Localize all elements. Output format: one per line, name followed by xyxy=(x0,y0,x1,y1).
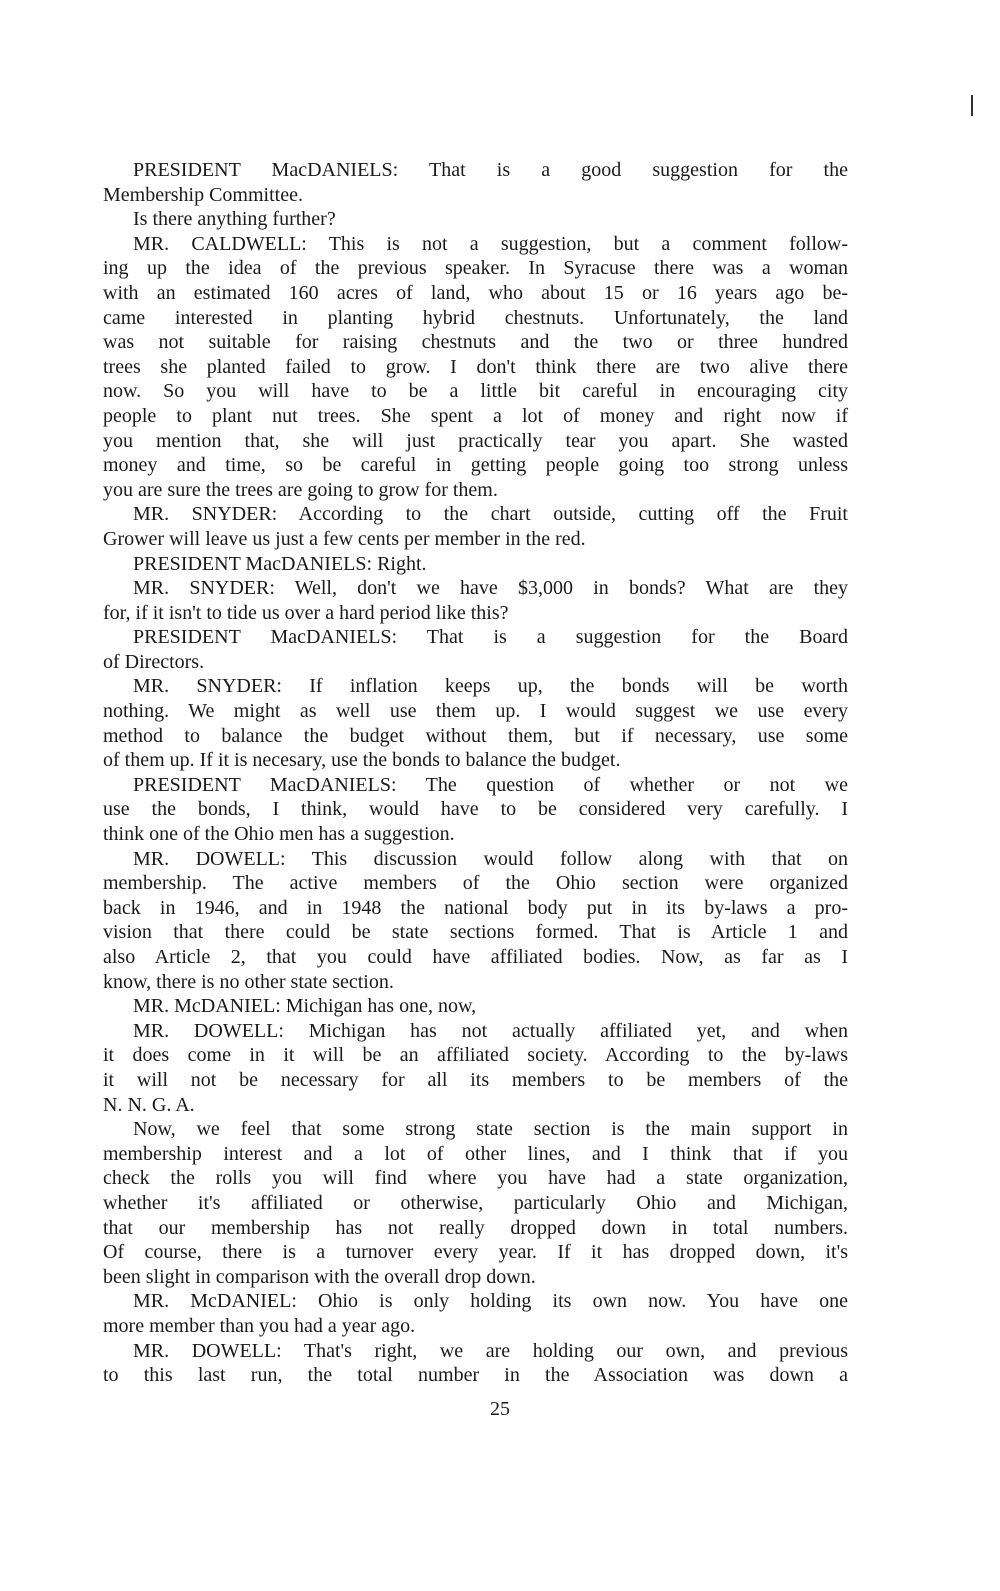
text-line: Of course, there is a turnover every year. If it has dropped down, it's xyxy=(103,1241,848,1264)
text-line: MR. McDANIEL: Michigan has one, now, xyxy=(133,995,477,1018)
text-line: also Article 2, that you could have affiliated bodies. Now, as far as I xyxy=(103,946,848,968)
paragraph xyxy=(103,576,848,625)
text-line: of Directors. xyxy=(103,650,205,673)
paragraph xyxy=(103,502,848,551)
text-line: Grower will leave us just a few cents per member in the red. xyxy=(103,527,586,550)
text-line: Membership Committee. xyxy=(103,183,303,206)
text-line: check the rolls you will find where you have had a state organization, xyxy=(103,1167,848,1190)
text-line: more member than you had a year ago. xyxy=(103,1314,416,1337)
paragraph xyxy=(103,232,848,503)
text-line: vision that there could be state sections formed. That is Article 1 and xyxy=(103,921,848,944)
text-line: it does come in it will be an affiliated society. According to the by-laws xyxy=(103,1044,848,1067)
text-line: MR. DOWELL: This discussion would follow along with that on xyxy=(133,847,848,870)
text-line: membership interest and a lot of other lines, and I think that if you xyxy=(103,1142,848,1165)
text-line: of them up. If it is necesary, use the bonds to balance the budget. xyxy=(103,749,621,772)
scan-mark xyxy=(971,95,973,116)
text-line: method to balance the budget without them, but if necessary, use some xyxy=(103,724,848,747)
text-line: MR. DOWELL: That's right, we are holding our own, and previous xyxy=(133,1339,848,1362)
paragraph xyxy=(103,158,848,207)
text-line: that our membership has not really dropped down in total numbers. xyxy=(103,1216,848,1239)
text-line: Now, we feel that some strong state section is the main support in xyxy=(133,1118,848,1141)
text-line: think one of the Ohio men has a suggestion. xyxy=(103,823,455,846)
text-line: MR. SNYDER: If inflation keeps up, the bonds will be worth xyxy=(133,675,848,698)
paragraph xyxy=(103,1117,848,1289)
document-body xyxy=(103,158,848,1388)
paragraph xyxy=(103,1289,848,1338)
text-line: MR. SNYDER: Well, don't we have $3,000 in bonds? What are they xyxy=(133,577,848,600)
paragraph xyxy=(103,847,848,995)
text-line: membership. The active members of the Ohio section were organized xyxy=(103,872,848,895)
paragraph xyxy=(103,674,848,772)
paragraph xyxy=(103,994,848,1019)
text-line: PRESIDENT MacDANIELS: That is a suggestion for the Board xyxy=(133,626,848,649)
text-line: for, if it isn't to tide us over a hard period like this? xyxy=(103,601,509,624)
text-line: whether it's affiliated or otherwise, particularly Ohio and Michigan, xyxy=(103,1191,848,1214)
text-line: been slight in comparison with the overall drop down. xyxy=(103,1265,536,1288)
paragraph xyxy=(103,625,848,674)
text-line: use the bonds, I think, would have to be considered very carefully. I xyxy=(103,798,848,821)
paragraph xyxy=(103,552,848,577)
text-line: Is there anything further? xyxy=(133,208,336,231)
text-line: MR. McDANIEL: Ohio is only holding its own now. You have one xyxy=(133,1290,848,1313)
text-line: with an estimated 160 acres of land, who about 15 or 16 years ago be- xyxy=(103,281,848,304)
text-line: back in 1946, and in 1948 the national body put in its by-laws a pro- xyxy=(103,896,848,919)
page-number: 25 xyxy=(490,1398,510,1420)
text-line: you are sure the trees are going to grow for them. xyxy=(103,478,498,501)
text-line: know, there is no other state section. xyxy=(103,970,394,993)
text-line: now. So you will have to be a little bit careful in encouraging city xyxy=(103,380,848,403)
text-line: came interested in planting hybrid chestnuts. Unfortunately, the land xyxy=(103,306,848,329)
paragraph xyxy=(103,1339,848,1388)
text-line: was not suitable for raising chestnuts and the two or three hundred xyxy=(103,331,848,354)
text-line: PRESIDENT MacDANIELS: The question of whether or not we xyxy=(133,773,848,796)
paragraph xyxy=(103,207,848,232)
text-line: people to plant nut trees. She spent a lot of money and right now if xyxy=(103,404,848,427)
text-line: MR. CALDWELL: This is not a suggestion, but a comment follow- xyxy=(133,232,848,255)
text-line: MR. DOWELL: Michigan has not actually affiliated yet, and when xyxy=(133,1019,848,1042)
text-line: money and time, so be careful in getting people going too strong unless xyxy=(103,454,848,477)
text-line: trees she planted failed to grow. I don't think there are two alive there xyxy=(103,355,848,378)
text-line: MR. SNYDER: According to the chart outside, cutting off the Fruit xyxy=(133,503,848,526)
text-line: PRESIDENT MacDANIELS: That is a good suggestion for the xyxy=(133,159,848,181)
text-line: PRESIDENT MacDANIELS: Right. xyxy=(133,552,427,575)
paragraph xyxy=(103,1019,848,1117)
text-line: N. N. G. A. xyxy=(103,1093,195,1116)
text-line: it will not be necessary for all its members to be members of the xyxy=(103,1068,848,1091)
text-line: to this last run, the total number in the Association was down a xyxy=(103,1364,848,1387)
text-line: nothing. We might as well use them up. I would suggest we use every xyxy=(103,700,848,723)
paragraph xyxy=(103,773,848,847)
text-line: you mention that, she will just practically tear you apart. She wasted xyxy=(103,429,848,452)
text-line: ing up the idea of the previous speaker. In Syracuse there was a woman xyxy=(103,257,848,280)
